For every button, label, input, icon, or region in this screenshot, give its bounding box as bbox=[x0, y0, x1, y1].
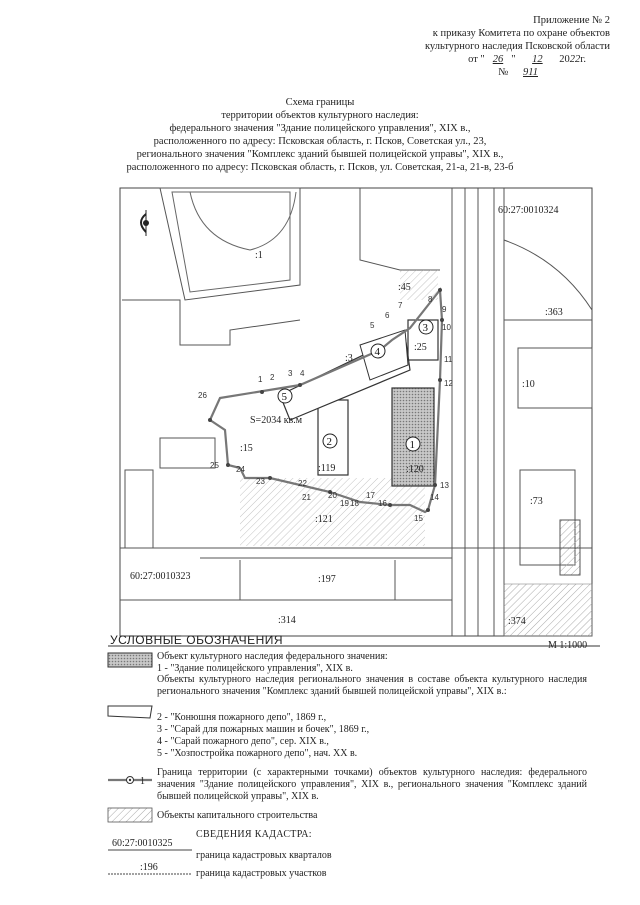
north-arrow-icon bbox=[141, 210, 149, 236]
cadastral-quarter-top: 60:27:0010324 bbox=[498, 205, 559, 216]
point-15: 15 bbox=[414, 514, 423, 523]
east-block bbox=[504, 240, 592, 636]
street bbox=[452, 188, 504, 636]
legend-federal-swatch bbox=[108, 653, 152, 667]
object-marker-4: 4 bbox=[374, 346, 380, 358]
date-month: 12 bbox=[532, 54, 543, 65]
legend-regional-item-4: 4 - "Сарай пожарного депо", сер. XIX в., bbox=[157, 736, 329, 747]
object-marker-5: 5 bbox=[281, 391, 287, 403]
legend-parcel-desc: граница кадастровых участков bbox=[196, 868, 327, 879]
parcel-73: :73 bbox=[530, 496, 543, 507]
parcel-45: :45 bbox=[398, 282, 411, 293]
date-day: 26 bbox=[492, 54, 504, 65]
parcel-197: :197 bbox=[318, 574, 336, 585]
point-5: 5 bbox=[370, 321, 375, 330]
parcel-120: :120 bbox=[406, 464, 424, 475]
order-line-2: культурного наследия Псковской области bbox=[424, 41, 610, 52]
point-24: 24 bbox=[236, 465, 245, 474]
legend-boundary-text: Граница территории (с характерными точками) объектов культурного наследия: федерального значения "Здание полицейского управления", XIX в., регионального значения "Комплекс зданий бывшей полицейской управы", XIX в. bbox=[157, 767, 587, 802]
point-22: 22 bbox=[298, 479, 307, 488]
parcel-3: :3 bbox=[345, 353, 353, 364]
title-line-4: расположенного по адресу: Псковская область, г. Псков, Советская ул., 23, bbox=[153, 136, 487, 147]
point-20: 20 bbox=[328, 491, 337, 500]
point-12: 12 bbox=[444, 379, 453, 388]
point-23: 23 bbox=[256, 477, 265, 486]
point-16: 16 bbox=[378, 499, 387, 508]
title-line-1: Схема границы bbox=[285, 97, 355, 108]
point-25: 25 bbox=[210, 461, 219, 470]
legend-parcel-sample: :196 bbox=[140, 862, 158, 873]
parcel-314: :314 bbox=[278, 615, 296, 626]
parcel-outline-west bbox=[122, 300, 300, 345]
order-number: № 911 bbox=[425, 66, 550, 79]
legend-regional-item-2: 2 - "Конюшня пожарного депо", 1869 г., bbox=[157, 712, 327, 723]
title-line-5: регионального значения "Комплекс зданий бывшей полицейской управы", XIX в., bbox=[136, 149, 504, 160]
point-9: 9 bbox=[442, 305, 447, 314]
object-marker-2: 2 bbox=[326, 436, 332, 448]
legend-federal bbox=[157, 651, 587, 675]
order-number-value: 911 bbox=[523, 67, 538, 78]
parcel-1-shape bbox=[160, 188, 300, 300]
parcel-15: :15 bbox=[240, 443, 253, 454]
map-scale: М 1:1000 bbox=[548, 640, 588, 651]
parcel-1: :1 bbox=[255, 250, 263, 261]
point-6: 6 bbox=[385, 311, 390, 320]
point-21: 21 bbox=[302, 493, 311, 502]
legend-quarter-sample: 60:27:0010325 bbox=[112, 838, 173, 849]
cadastre-title: СВЕДЕНИЯ КАДАСТРА: bbox=[196, 829, 312, 840]
legend-quarter-desc: граница кадастровых кварталов bbox=[196, 850, 332, 861]
parcel-outline-north bbox=[360, 188, 440, 270]
object-marker-3: 3 bbox=[422, 322, 428, 334]
legend-boundary-swatch bbox=[108, 777, 152, 784]
legend-regional-item-3: 3 - "Сарай для пожарных машин и бочек", 1869 г., bbox=[157, 724, 370, 735]
legend-regional-swatch bbox=[108, 706, 152, 718]
point-2: 2 bbox=[270, 373, 275, 382]
legend-federal-item: 1 - "Здание полицейского управления", XIX в. bbox=[157, 663, 353, 674]
title-line-6: расположенного по адресу: Псковская область, г. Псков, ул. Советская, 21-а, 21-в, 23-б bbox=[126, 162, 514, 173]
parcel-25: :25 bbox=[414, 342, 427, 353]
parcel-10: :10 bbox=[522, 379, 535, 390]
point-10: 10 bbox=[442, 323, 451, 332]
point-18: 18 bbox=[350, 499, 359, 508]
point-1: 1 bbox=[258, 375, 263, 384]
title-line-3: федерального значения "Здание полицейского управления", XIX в., bbox=[169, 123, 471, 134]
legend-title: УСЛОВНЫЕ ОБОЗНАЧЕНИЯ bbox=[110, 633, 284, 647]
legend-capital-text: Объекты капитального строительства bbox=[157, 810, 318, 821]
order-line-1: к приказу Комитета по охране объектов bbox=[432, 28, 610, 39]
parcel-119: :119 bbox=[318, 463, 336, 474]
point-19: 19 bbox=[340, 499, 349, 508]
cadastral-quarter-bottom: 60:27:0010323 bbox=[130, 571, 191, 582]
parcel-374: :374 bbox=[508, 616, 526, 627]
point-26: 26 bbox=[198, 391, 207, 400]
legend-regional-item-5: 5 - "Хозпостройка пожарного депо", нач. XX в. bbox=[157, 748, 358, 759]
object-marker-1: 1 bbox=[409, 439, 415, 451]
point-11: 11 bbox=[444, 355, 453, 364]
title-line-2: территории объектов культурного наследия: bbox=[221, 110, 419, 121]
parcel-363: :363 bbox=[545, 307, 563, 318]
point-13: 13 bbox=[440, 481, 449, 490]
point-7: 7 bbox=[398, 301, 403, 310]
area-label: S=2034 кв.м bbox=[250, 415, 303, 426]
point-4: 4 bbox=[300, 369, 305, 378]
point-8: 8 bbox=[428, 295, 433, 304]
map-frame bbox=[120, 188, 592, 636]
legend-boundary-point-number: 1 bbox=[140, 776, 145, 787]
date-year-end: 22 bbox=[569, 54, 581, 65]
point-14: 14 bbox=[430, 493, 439, 502]
legend-regional-header: Объекты культурного наследия регионального значения в составе объекта культурного наследия регионального значения "Комплекс зданий бывшей полицейской управы", XIX в.: bbox=[157, 674, 587, 697]
point-3: 3 bbox=[288, 369, 293, 378]
appendix-number: Приложение № 2 bbox=[533, 15, 610, 26]
parcel-121: :121 bbox=[315, 514, 333, 525]
legend-capital-swatch bbox=[108, 808, 152, 822]
point-17: 17 bbox=[366, 491, 375, 500]
legend-regional-items bbox=[157, 712, 587, 760]
legend-federal-header: Объект культурного наследия федерального значения: bbox=[157, 651, 388, 662]
order-date: от " 26 " 12 2022г. bbox=[468, 54, 586, 65]
